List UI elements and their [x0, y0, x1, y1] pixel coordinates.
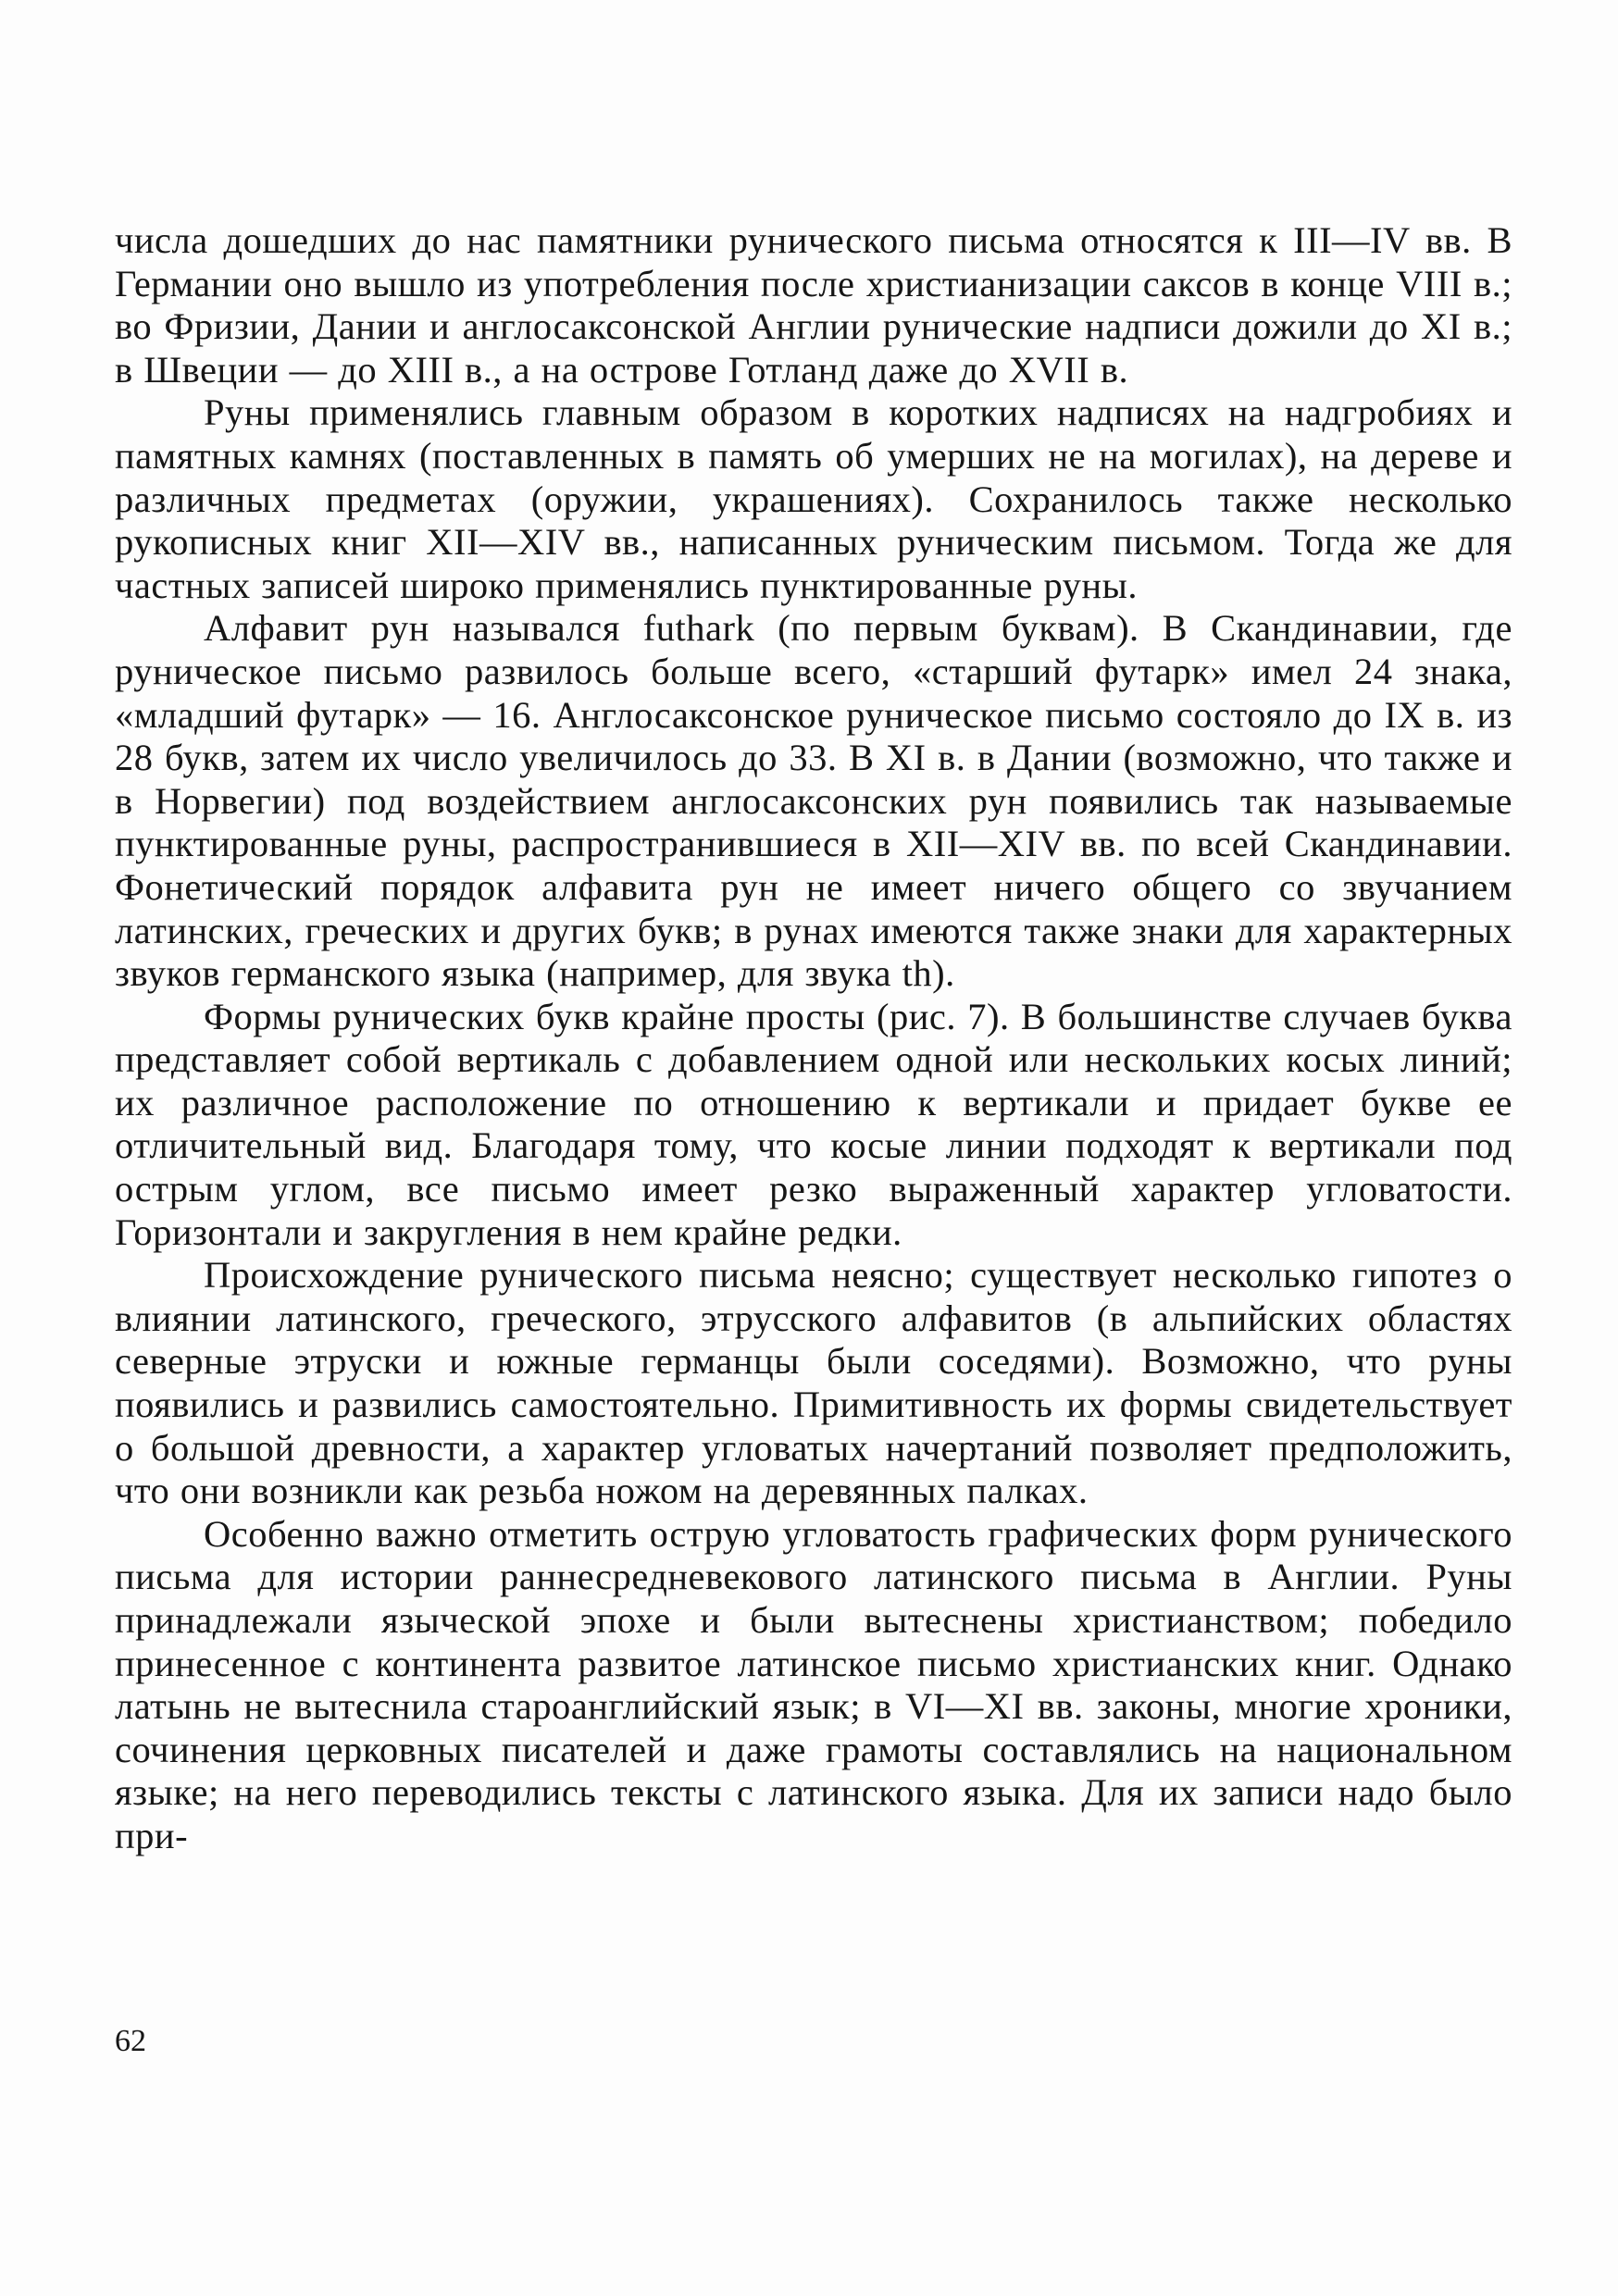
paragraph-6: Особенно важно отметить острую угловатость графических форм рунического письма для истории раннесредневекового латинского письма в Англии. Руны принадлежали языческой эпохе и были вытеснены христианством; победило принесенное с континента развитое латинское письмо христианских книг. Однако латынь не вытеснила староанглийский язык; в VI—XI вв. законы, многие хроники, сочинения церковных писателей и даже грамоты составлялись на национальном языке; на него переводились тексты с латинского языка. Для их записи надо было при-: [115, 1512, 1512, 1856]
paragraph-4: Формы рунических букв крайне просты (рис. 7). В большинстве случаев буква представляет собой вертикаль с добавлением одной или нескольких косых линий; их различное расположение по отношению к вертикали и придает букве ее отличительный вид. Благодаря тому, что косые линии подходят к вертикали под острым углом, все письмо имеет резко выраженный характер угловатости. Горизонтали и закругления в нем крайне редки.: [115, 995, 1512, 1253]
paragraph-2: Руны применялись главным образом в коротких надписях на надгробиях и памятных камнях (поставленных в память об умерших не на могилах), на дереве и различных предметах (оружии, украшениях). Сохранилось также несколько рукописных книг XII—XIV вв., написанных руническим письмом. Тогда же для частных записей широко применялись пунктированные руны.: [115, 391, 1512, 606]
paragraph-3: Алфавит рун назывался futhark (по первым буквам). В Скандинавии, где руническое письмо развилось больше всего, «старший футарк» имел 24 знака, «младший футарк» — 16. Англосаксонское руническое письмо состояло до IX в. из 28 букв, затем их число увеличилось до 33. В XI в. в Дании (возможно, что также и в Норвегии) под воздействием англосаксонских рун появились так называемые пунктированные руны, распространившиеся в XII—XIV вв. по всей Скандинавии. Фонетический порядок алфавита рун не имеет ничего общего со звучанием латинских, греческих и других букв; в рунах имеются также знаки для характерных звуков германского языка (например, для звука th).: [115, 607, 1512, 995]
paragraph-1: числа дошедших до нас памятники рунического письма относятся к III—IV вв. В Германии оно вышло из употребления после христианизации саксов в конце VIII в.; во Фризии, Дании и англосаксонской Англии рунические надписи дожили до XI в.; в Швеции — до XIII в., а на острове Готланд даже до XVII в.: [115, 219, 1512, 391]
paragraph-5: Происхождение рунического письма неясно; существует несколько гипотез о влиянии латинского, греческого, этрусского алфавитов (в альпийских областях северные этруски и южные германцы были соседями). Возможно, что руны появились и развились самостоятельно. Примитивность их формы свидетельствует о большой древности, а характер угловатых начертаний позволяет предположить, что они возникли как резьба ножом на деревянных палках.: [115, 1254, 1512, 1512]
page-number: 62: [115, 2024, 146, 2058]
body-text: [115, 219, 1512, 1858]
